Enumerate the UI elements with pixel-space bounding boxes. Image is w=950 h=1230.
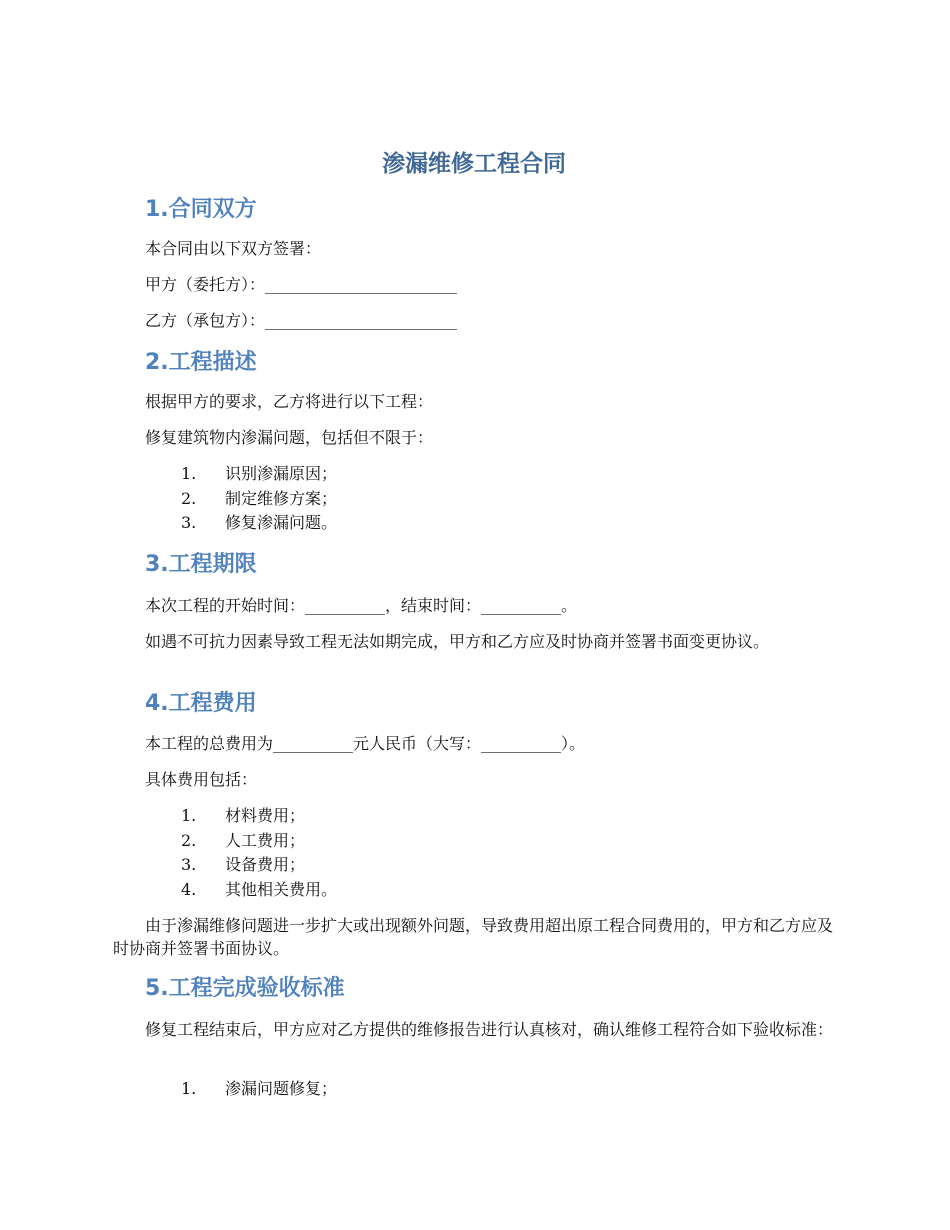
paragraph-force-majeure: 如遇不可抗力因素导致工程无法如期完成，甲方和乙方应及时协商并签署书面变更协议。 xyxy=(145,632,770,651)
section-heading-cost: 4.工程费用 xyxy=(145,691,257,716)
list-item: 1. 材料费用； xyxy=(181,806,306,825)
document-title: 渗漏维修工程合同 xyxy=(382,151,566,177)
paragraph-extra-cost: 由于渗漏维修问题进一步扩大或出现额外问题，导致费用超出原工程合同费用的，甲方和乙方应及时协商并签署书面协议。 xyxy=(113,916,834,958)
list-item: 3. 修复渗漏问题。 xyxy=(181,513,338,532)
paragraph-acceptance: 修复工程结束后，甲方应对乙方提供的维修报告进行认真核对，确认维修工程符合如下验收标准： xyxy=(145,1020,834,1039)
list-item: 1. 渗漏问题修复； xyxy=(181,1079,338,1098)
list-item: 1. 识别渗漏原因； xyxy=(181,464,338,483)
paragraph-scope: 修复建筑物内渗漏问题，包括但不限于： xyxy=(145,428,434,447)
paragraph-requirement: 根据甲方的要求，乙方将进行以下工程： xyxy=(145,392,434,411)
party-a-line: 甲方（委托方）：________________________ xyxy=(145,275,458,294)
section-heading-acceptance: 5.工程完成验收标准 xyxy=(145,976,345,1001)
paragraph-cost-items: 具体费用包括： xyxy=(145,770,258,789)
section-heading-parties: 1.合同双方 xyxy=(145,197,257,222)
list-item: 2. 人工费用； xyxy=(181,831,306,850)
party-b-line: 乙方（承包方）：________________________ xyxy=(145,311,458,330)
list-item: 4. 其他相关费用。 xyxy=(181,880,338,899)
paragraph-dates: 本次工程的开始时间：__________，结束时间：__________。 xyxy=(145,596,578,615)
section-heading-description: 2.工程描述 xyxy=(145,350,257,375)
list-item: 2. 制定维修方案； xyxy=(181,489,338,508)
section-heading-period: 3.工程期限 xyxy=(145,552,257,577)
paragraph-intro: 本合同由以下双方签署： xyxy=(145,239,322,258)
list-item: 3. 设备费用； xyxy=(181,855,306,874)
paragraph-total-cost: 本工程的总费用为__________元人民币（大写：__________）。 xyxy=(145,734,586,753)
